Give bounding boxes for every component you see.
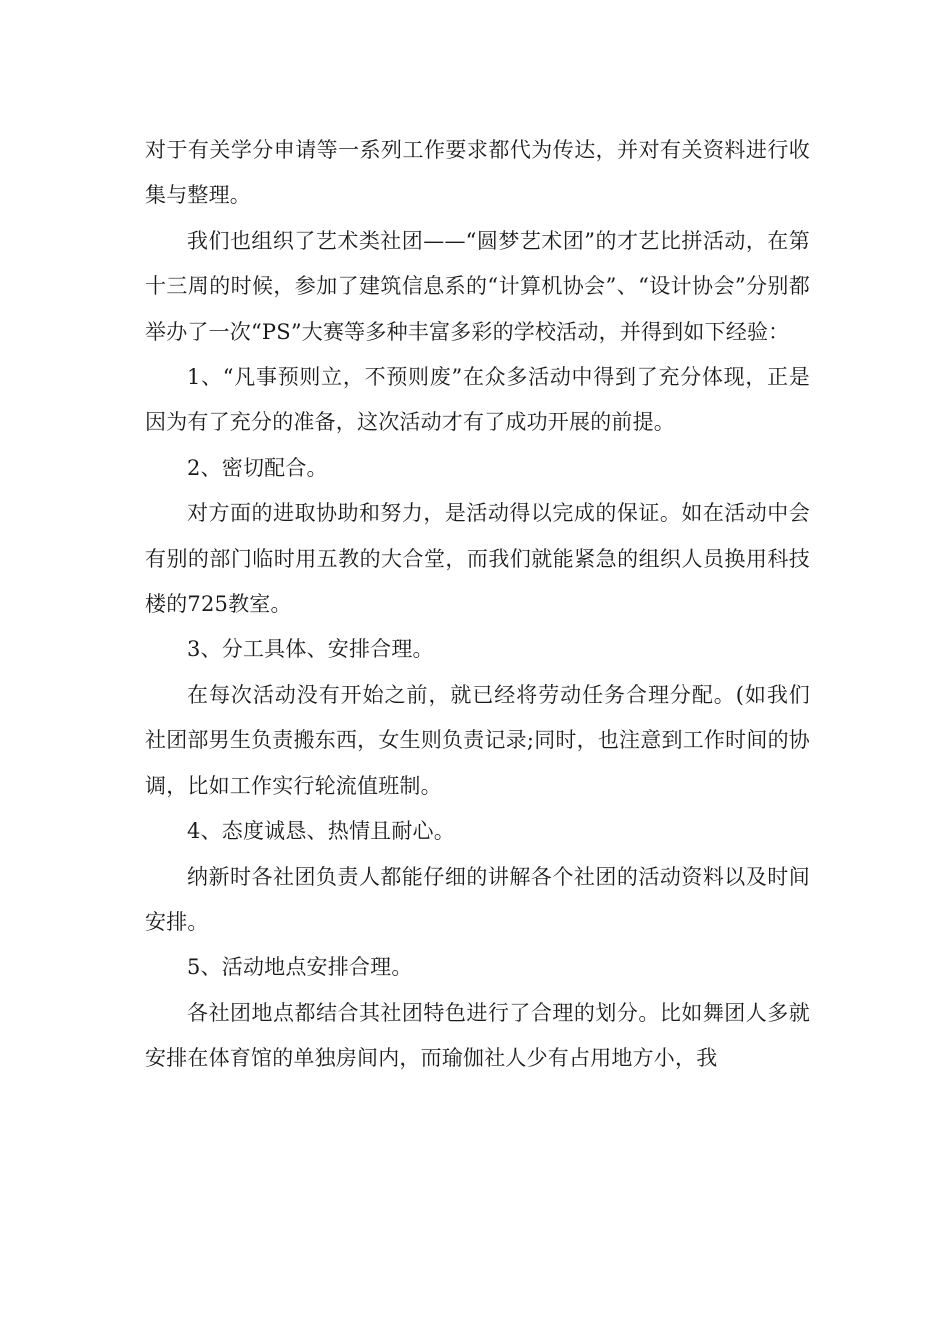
paragraph-point-4-body: 纳新时各社团负责人都能仔细的讲解各个社团的活动资料以及时间安排。 [145,864,810,934]
paragraph-point-5-body: 各社团地点都结合其社团特色进行了合理的划分。比如舞团人多就安排在体育馆的单独房间内，而瑜伽社人少有占用地方小，我 [145,1000,810,1071]
paragraph-point-1: 1、“凡事预则立，不预则废”在众多活动中得到了充分体现，正是因为有了充分的准备，这次活动才有了成功开展的前提。 [145,365,810,435]
paragraph-heading-5: 5、活动地点安排合理。 [187,955,413,980]
paragraph-heading-3: 3、分工具体、安排合理。 [187,637,434,662]
paragraph-heading-4: 4、态度诚恳、热情且耐心。 [187,819,455,844]
paragraph-continuation: 对于有关学分申请等一系列工作要求都代为传达，并对有关资料进行收集与整理。 [145,138,810,208]
paragraph-point-2-body: 对方面的进取协助和努力，是活动得以完成的保证。如在活动中会有别的部门临时用五教的大合堂，而我们就能紧急的组织人员换用科技楼的725教室。 [145,501,810,617]
document-body [145,128,810,1082]
paragraph-point-3-body: 在每次活动没有开始之前，就已经将劳动任务合理分配。(如我们社团部男生负责搬东西，女生则负责记录;同时，也注意到工作时间的协调，比如工作实行轮流值班制。 [145,682,810,798]
paragraph-art-troupe: 我们也组织了艺术类社团——“圆梦艺术团”的才艺比拼活动，在第十三周的时候，参加了建筑信息系的“计算机协会”、“设计协会”分别都举办了一次“PS”大赛等多种丰富多彩的学校活动，并得到如下经验： [145,228,810,344]
paragraph-heading-2: 2、密切配合。 [187,455,328,480]
